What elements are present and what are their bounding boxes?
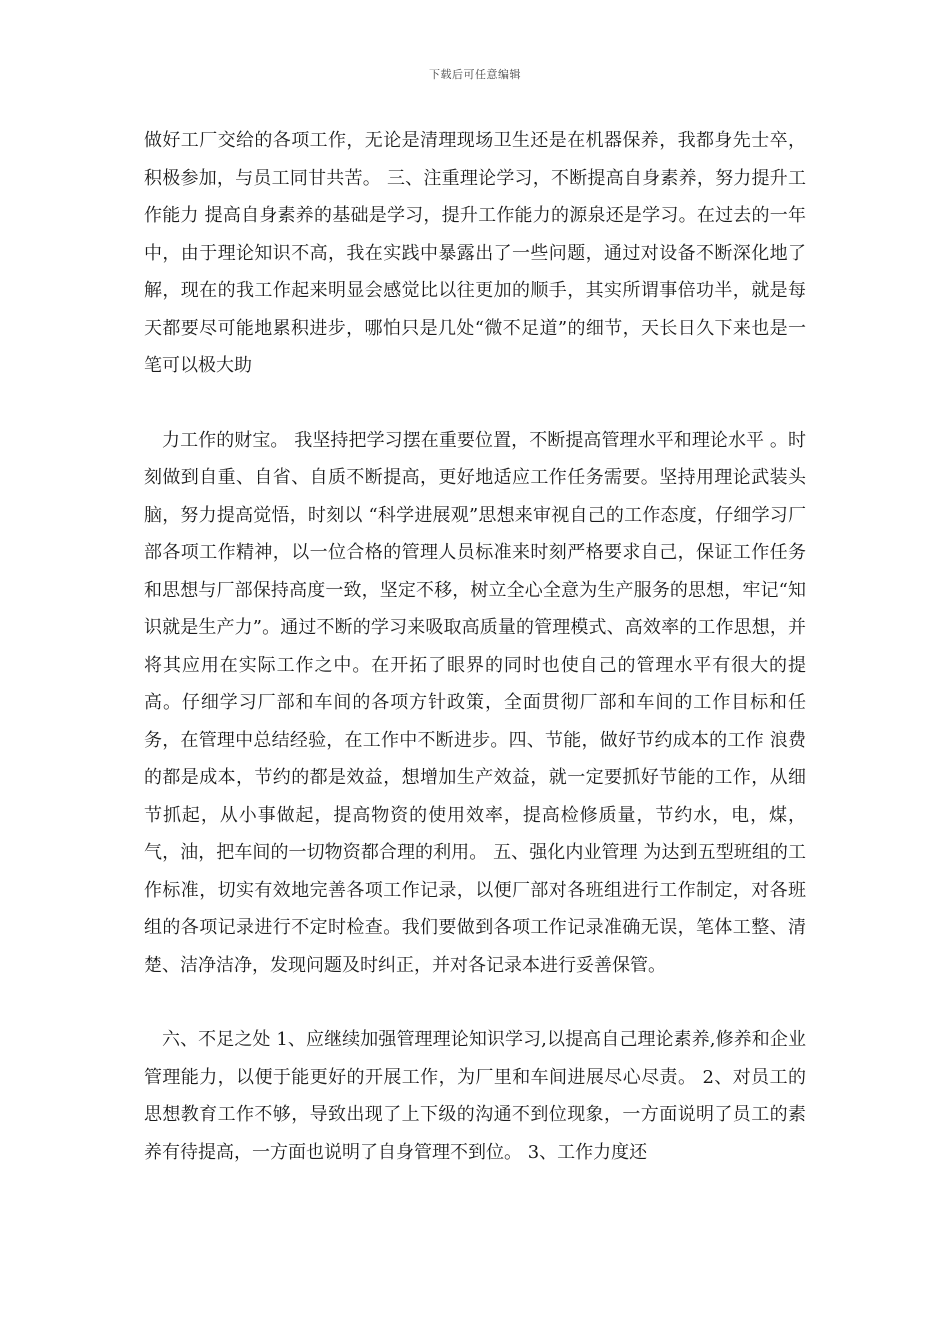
body-paragraph-3: 六、不足之处 1、应继续加强管理理论知识学习,以提高自己理论素养,修养和企业管理能力，以便于能更好的开展工作，为厂里和车间进展尽心尽责。 2、对员工的思想教育工作不够，导致出现了上下级的沟通不到位现象，一方面说明了员工的素养有待提高，一方面也说明了自身管理不到位。 3、工作力度还 — [144, 1029, 806, 1163]
document-body — [144, 122, 806, 1171]
paragraph-gap — [144, 385, 806, 422]
paragraph-gap — [144, 984, 806, 1021]
body-paragraph-1: 做好工厂交给的各项工作，无论是清理现场卫生还是在机器保养，我都身先士卒，积极参加，与员工同甘共苦。 三、注重理论学习，不断提高自身素养，努力提升工作能力 提高自身素养的基础是学习，提升工作能力的源泉还是学习。在过去的一年中，由于理论知识不高，我在实践中暴露出了一些问题，通过对设备不断深化地了解，现在的我工作起来明显会感觉比以往更加的顺手，其实所谓事倍功半，就是每天都要尽可能地累积进步，哪怕只是几处“微不足道”的细节，天长日久下来也是一笔可以极大助 — [144, 130, 806, 376]
body-paragraph-2: 力工作的财宝。 我坚持把学习摆在重要位置，不断提高管理水平和理论水平 。时刻做到自重、自省、自质不断提高，更好地适应工作任务需要。坚持用理论武装头脑，努力提高觉悟，时刻以 “科学进展观”思想来审视自己的工作态度，仔细学习厂部各项工作精神，以一位合格的管理人员标准来时刻严格要求自己，保证工作任务和思想与厂部保持高度一致，坚定不移，树立全心全意为生产服务的思想，牢记“知识就是生产力”。通过不断的学习来吸取高质量的管理模式、高效率的工作思想，并将其应用在实际工作之中。在开拓了眼界的同时也使自己的管理水平有很大的提高。仔细学习厂部和车间的各项方针政策，全面贯彻厂部和车间的工作目标和任务，在管理中总结经验，在工作中不断进步。四、节能，做好节约成本的工作 浪费的都是成本，节约的都是效益，想增加生产效益，就一定要抓好节能的工作，从细节抓起，从小事做起，提高物资的使用效率，提高检修质量，节约水，电，煤，气，油，把车间的一切物资都合理的利用。 五、强化内业管理 为达到五型班组的工作标准，切实有效地完善各项工作记录，以便厂部对各班组进行工作制定，对各班组的各项记录进行不定时检查。我们要做到各项工作记录准确无误，笔体工整、清楚、洁净洁净，发现问题及时纠正，并对各记录本进行妥善保管。 — [144, 429, 806, 976]
page-header-note: 下载后可任意编辑 — [429, 68, 521, 81]
